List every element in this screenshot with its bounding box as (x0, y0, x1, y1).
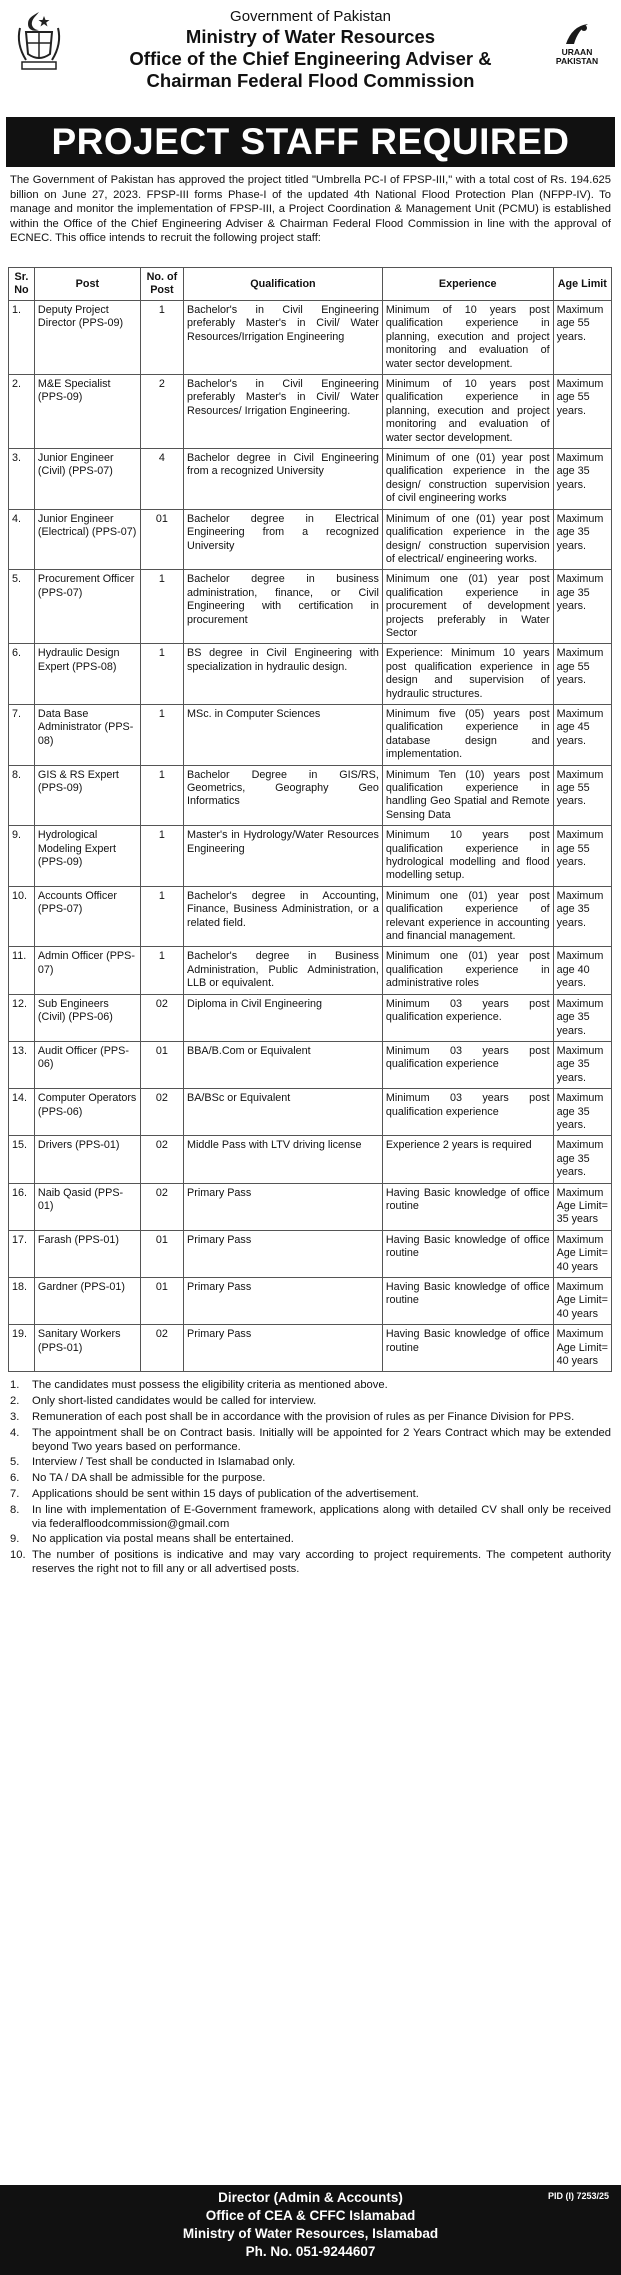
row-no-of-post: 1 (140, 765, 183, 826)
note-number: 5. (10, 1456, 20, 1469)
row-qualification: BBA/B.Com or Equivalent (184, 1041, 383, 1088)
row-no-of-post: 1 (140, 704, 183, 765)
row-age-limit: Maximum age 35 years. (553, 1041, 611, 1088)
row-experience: Minimum five (05) years post qualification experience in database design and implementation. (382, 704, 553, 765)
row-sr-no: 19. (9, 1325, 35, 1372)
row-post: Gardner (PPS-01) (34, 1278, 140, 1325)
row-age-limit: Maximum age 55 years. (553, 765, 611, 826)
row-no-of-post: 01 (140, 1041, 183, 1088)
note-item (10, 1394, 611, 1408)
row-no-of-post: 02 (140, 994, 183, 1041)
note-item (10, 1378, 611, 1392)
row-qualification: BA/BSc or Equivalent (184, 1089, 383, 1136)
row-qualification: Bachelor degree in Civil Engineering from a recognized University (184, 449, 383, 510)
row-no-of-post: 1 (140, 947, 183, 994)
row-experience: Having Basic knowledge of office routine (382, 1230, 553, 1277)
table-row (9, 570, 612, 644)
row-experience: Minimum of 10 years post qualification experience in planning, execution and project monitoring and evaluation of water sector development. (382, 301, 553, 375)
row-qualification: Middle Pass with LTV driving license (184, 1136, 383, 1183)
row-qualification: Diploma in Civil Engineering (184, 994, 383, 1041)
header-experience: Experience (382, 268, 553, 301)
row-post: Audit Officer (PPS-06) (34, 1041, 140, 1088)
note-text: The candidates must possess the eligibility criteria as mentioned above. (32, 1379, 388, 1392)
row-post: Accounts Officer (PPS-07) (34, 886, 140, 947)
row-no-of-post: 02 (140, 1183, 183, 1230)
row-qualification: Bachelor's in Civil Engineering preferably Master's in Civil/ Water Resources/ Irrigation Engineering. (184, 375, 383, 449)
row-age-limit: Maximum age 35 years. (553, 994, 611, 1041)
table-row (9, 1089, 612, 1136)
note-text: Remuneration of each post shall be in accordance with the provision of rules as per Finance Division for PPS. (32, 1410, 575, 1423)
row-age-limit: Maximum age 35 years. (553, 886, 611, 947)
row-no-of-post: 01 (140, 1230, 183, 1277)
row-experience: Having Basic knowledge of office routine (382, 1325, 553, 1372)
row-age-limit: Maximum Age Limit= 40 years (553, 1278, 611, 1325)
row-post: Drivers (PPS-01) (34, 1136, 140, 1183)
note-item (10, 1487, 611, 1501)
uraan-text: URAAN (561, 47, 593, 57)
row-no-of-post: 02 (140, 1136, 183, 1183)
commission-line: Chairman Federal Flood Commission (146, 70, 475, 91)
row-experience: Minimum of 10 years post qualification experience in planning, execution and project monitoring and evaluation of water sector development. (382, 375, 553, 449)
row-post: Deputy Project Director (PPS-09) (34, 301, 140, 375)
row-no-of-post: 1 (140, 886, 183, 947)
note-text: In line with implementation of E-Government framework, applications along with detailed CV shall only be received via federalfloodcommission@gmail.com (32, 1503, 611, 1530)
row-age-limit: Maximum age 45 years. (553, 704, 611, 765)
note-text: Interview / Test shall be conducted in Islamabad only. (32, 1456, 296, 1469)
uraan-pakistan-logo (545, 20, 609, 82)
row-experience: Minimum of one (01) year post qualification experience in the design/ construction supervision of electrical/ engineering works. (382, 509, 553, 570)
header-sr-no: Sr. No (9, 268, 35, 301)
row-post: Farash (PPS-01) (34, 1230, 140, 1277)
table-row (9, 704, 612, 765)
row-sr-no: 7. (9, 704, 35, 765)
row-age-limit: Maximum age 55 years. (553, 301, 611, 375)
table-row (9, 509, 612, 570)
row-age-limit: Maximum age 55 years. (553, 826, 611, 887)
intro-paragraph: The Government of Pakistan has approved the project titled "Umbrella PC-I of FPSP-III," with a total cost of Rs. 194.625 billion on June 27, 2023. FPSP-III forms Phase-I of the updated 4th National Flood Protection Plan (NFPP-IV). To manage and monitor the implementation of FPSP-III, a Project Coordination & Management Unit (PCMU) is established within the Office of the Chief Engineering Adviser & Chairman Federal Flood Commission in line with the approval of ECNEC. This office intends to recruit the following project staff: (10, 174, 611, 244)
row-age-limit: Maximum age 55 years. (553, 644, 611, 705)
note-item (10, 1471, 611, 1485)
row-sr-no: 3. (9, 449, 35, 510)
table-header-row (9, 268, 612, 301)
row-experience: Minimum of one (01) year post qualification experience in the design/ construction supervision of civil engineering works (382, 449, 553, 510)
row-sr-no: 18. (9, 1278, 35, 1325)
note-number: 7. (10, 1487, 20, 1500)
row-post: Data Base Administrator (PPS-08) (34, 704, 140, 765)
row-sr-no: 11. (9, 947, 35, 994)
note-number: 2. (10, 1395, 20, 1408)
row-post: Computer Operators (PPS-06) (34, 1089, 140, 1136)
row-experience: Experience 2 years is required (382, 1136, 553, 1183)
footer-contact (0, 2185, 621, 2275)
row-no-of-post: 1 (140, 644, 183, 705)
table-row (9, 826, 612, 887)
note-text: The number of positions is indicative and may vary according to project requirements. The competent authority reserves the right not to fill any or all advertised posts. (32, 1549, 611, 1576)
row-experience: Minimum one (01) year post qualification experience of relevant experience in accounting and financial management. (382, 886, 553, 947)
row-sr-no: 10. (9, 886, 35, 947)
row-sr-no: 4. (9, 509, 35, 570)
row-experience: Having Basic knowledge of office routine (382, 1183, 553, 1230)
row-sr-no: 14. (9, 1089, 35, 1136)
header-age-limit: Age Limit (553, 268, 611, 301)
row-experience: Having Basic knowledge of office routine (382, 1278, 553, 1325)
row-qualification: Primary Pass (184, 1230, 383, 1277)
note-number: 3. (10, 1410, 20, 1423)
footer-ministry: Ministry of Water Resources, Islamabad (182, 2226, 439, 2241)
government-line: Government of Pakistan (230, 8, 391, 25)
row-sr-no: 13. (9, 1041, 35, 1088)
row-experience: Minimum Ten (10) years post qualification experience in handling Geo Spatial and Remote Sensing Data (382, 765, 553, 826)
row-qualification: Bachelor's in Civil Engineering preferably Master's in Civil/ Water Resources/Irrigation Engineering (184, 301, 383, 375)
row-qualification: Master's in Hydrology/Water Resources Engineering (184, 826, 383, 887)
row-sr-no: 2. (9, 375, 35, 449)
row-sr-no: 9. (9, 826, 35, 887)
row-post: M&E Specialist (PPS-09) (34, 375, 140, 449)
table-row (9, 947, 612, 994)
row-post: Junior Engineer (Electrical) (PPS-07) (34, 509, 140, 570)
note-item (10, 1548, 611, 1576)
table-row (9, 1230, 612, 1277)
row-age-limit: Maximum Age Limit= 40 years (553, 1230, 611, 1277)
header-qualification: Qualification (184, 268, 383, 301)
note-item (10, 1426, 611, 1454)
row-post: Junior Engineer (Civil) (PPS-07) (34, 449, 140, 510)
row-post: Sub Engineers (Civil) (PPS-06) (34, 994, 140, 1041)
row-post: Hydraulic Design Expert (PPS-08) (34, 644, 140, 705)
row-age-limit: Maximum age 35 years. (553, 570, 611, 644)
row-post: Sanitary Workers (PPS-01) (34, 1325, 140, 1372)
ministry-line: Ministry of Water Resources (185, 26, 436, 47)
row-post: Naib Qasid (PPS-01) (34, 1183, 140, 1230)
pakistan-text: PAKISTAN (555, 56, 599, 66)
header (0, 0, 621, 117)
row-no-of-post: 4 (140, 449, 183, 510)
table-row (9, 1183, 612, 1230)
row-age-limit: Maximum age 35 years. (553, 509, 611, 570)
row-qualification: Bachelor degree in Electrical Engineering from a recognized University (184, 509, 383, 570)
row-qualification: Bachelor's degree in Accounting, Finance, Business Administration, or a related field. (184, 886, 383, 947)
row-experience: Minimum 10 years post qualification experience in hydrological modelling and flood modelling setup. (382, 826, 553, 887)
row-qualification: BS degree in Civil Engineering with specialization in hydraulic design. (184, 644, 383, 705)
pid-number: PID (I) 7253/25 (547, 2191, 609, 2201)
row-sr-no: 5. (9, 570, 35, 644)
table-row (9, 1278, 612, 1325)
row-qualification: Primary Pass (184, 1278, 383, 1325)
page-title: PROJECT STAFF REQUIRED (6, 117, 615, 167)
row-qualification: Bachelor's degree in Business Administration, Public Administration, LLB or equivalent. (184, 947, 383, 994)
row-no-of-post: 2 (140, 375, 183, 449)
row-sr-no: 17. (9, 1230, 35, 1277)
row-sr-no: 15. (9, 1136, 35, 1183)
note-text: No TA / DA shall be admissible for the purpose. (32, 1472, 266, 1485)
row-experience: Experience: Minimum 10 years post qualification experience in design and supervision of hydraulic structures. (382, 644, 553, 705)
table-row (9, 375, 612, 449)
row-sr-no: 6. (9, 644, 35, 705)
row-qualification: Primary Pass (184, 1183, 383, 1230)
note-number: 6. (10, 1472, 20, 1485)
table-row (9, 765, 612, 826)
row-sr-no: 16. (9, 1183, 35, 1230)
note-item (10, 1455, 611, 1469)
row-qualification: Primary Pass (184, 1325, 383, 1372)
table-row (9, 1325, 612, 1372)
table-row (9, 449, 612, 510)
footer-phone: Ph. No. 051-9244607 (245, 2244, 376, 2259)
notes-list (0, 1372, 621, 1576)
footer-office: Office of CEA & CFFC Islamabad (205, 2208, 416, 2223)
row-post: Hydrological Modeling Expert (PPS-09) (34, 826, 140, 887)
note-text: Applications should be sent within 15 days of publication of the advertisement. (32, 1487, 419, 1500)
row-age-limit: Maximum age 35 years. (553, 1136, 611, 1183)
table-row (9, 1041, 612, 1088)
note-text: The appointment shall be on Contract basis. Initially will be appointed for 2 Years Contract which may be extended beyond Two years based on performance. (32, 1426, 611, 1453)
row-post: GIS & RS Expert (PPS-09) (34, 765, 140, 826)
note-number: 8. (10, 1503, 20, 1516)
row-age-limit: Maximum Age Limit= 40 years (553, 1325, 611, 1372)
note-number: 1. (10, 1379, 20, 1392)
note-number: 9. (10, 1533, 20, 1546)
row-experience: Minimum 03 years post qualification experience (382, 1041, 553, 1088)
table-row (9, 994, 612, 1041)
header-post: Post (34, 268, 140, 301)
note-number: 4. (10, 1426, 20, 1439)
row-post: Procurement Officer (PPS-07) (34, 570, 140, 644)
row-no-of-post: 01 (140, 509, 183, 570)
row-age-limit: Maximum age 35 years. (553, 449, 611, 510)
row-no-of-post: 02 (140, 1325, 183, 1372)
note-number: 10. (10, 1549, 26, 1562)
row-age-limit: Maximum age 40 years. (553, 947, 611, 994)
row-experience: Minimum 03 years post qualification experience. (382, 994, 553, 1041)
row-no-of-post: 1 (140, 301, 183, 375)
row-sr-no: 1. (9, 301, 35, 375)
note-text: Only short-listed candidates would be called for interview. (32, 1395, 317, 1408)
row-post: Admin Officer (PPS-07) (34, 947, 140, 994)
row-experience: Minimum one (01) year post qualification experience in procurement of development projects preferably in Water Sector (382, 570, 553, 644)
row-age-limit: Maximum age 55 years. (553, 375, 611, 449)
state-emblem-icon (14, 10, 64, 72)
row-no-of-post: 01 (140, 1278, 183, 1325)
table-row (9, 644, 612, 705)
row-qualification: Bachelor degree in business administration, finance, or Civil Engineering with certification in procurement (184, 570, 383, 644)
note-item (10, 1410, 611, 1424)
row-no-of-post: 1 (140, 826, 183, 887)
row-sr-no: 8. (9, 765, 35, 826)
table-row (9, 886, 612, 947)
note-item (10, 1503, 611, 1531)
row-sr-no: 12. (9, 994, 35, 1041)
row-no-of-post: 02 (140, 1089, 183, 1136)
row-no-of-post: 1 (140, 570, 183, 644)
row-experience: Minimum one (01) year post qualification experience in administrative roles (382, 947, 553, 994)
table-row (9, 301, 612, 375)
footer-designation: Director (Admin & Accounts) (218, 2190, 403, 2205)
header-no-of-post: No. of Post (140, 268, 183, 301)
row-qualification: MSc. in Computer Sciences (184, 704, 383, 765)
note-item (10, 1532, 611, 1546)
row-age-limit: Maximum age 35 years. (553, 1089, 611, 1136)
row-experience: Minimum 03 years post qualification experience (382, 1089, 553, 1136)
office-line: Office of the Chief Engineering Adviser & (129, 48, 492, 69)
note-text: No application via postal means shall be entertained. (32, 1533, 294, 1546)
row-qualification: Bachelor Degree in GIS/RS, Geometrics, Geography Geo Informatics (184, 765, 383, 826)
row-age-limit: Maximum Age Limit= 35 years (553, 1183, 611, 1230)
table-row (9, 1136, 612, 1183)
jobs-table (8, 267, 612, 1372)
